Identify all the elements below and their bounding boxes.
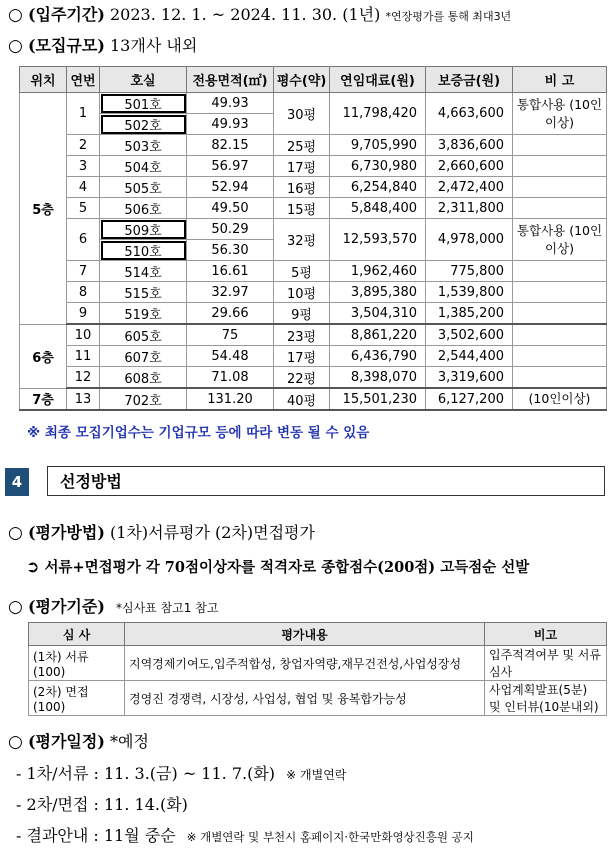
- room-rent: 15,501,230: [330, 388, 426, 410]
- criteria-label: (평가기준): [27, 597, 105, 616]
- room-deposit: 2,311,800: [426, 198, 513, 219]
- room-number: 608호: [100, 367, 187, 389]
- room-deposit: 3,319,600: [426, 367, 513, 389]
- room-number: 506호: [100, 198, 187, 219]
- schedule-item-text: - 2차/면접 : 11. 14.(화): [16, 795, 188, 814]
- eval-content: 경영진 경쟁력, 시장성, 사업성, 협업 및 융복합가능성: [125, 681, 485, 716]
- rooms-row: [20, 198, 607, 219]
- room-note: [513, 156, 607, 177]
- recruit-label: (모집규모): [27, 36, 105, 55]
- room-number: 514호: [100, 261, 187, 282]
- evaluation-table: [28, 622, 607, 716]
- method-label: (평가방법): [27, 523, 105, 542]
- eval-header-stage: 심 사: [29, 623, 125, 646]
- rooms-row: [20, 346, 607, 367]
- occupancy-label: (입주기간): [27, 5, 105, 24]
- rooms-row: [20, 367, 607, 389]
- rooms-header-row: [20, 67, 607, 93]
- room-note: [513, 177, 607, 198]
- eval-header-note: 비고: [485, 623, 607, 646]
- room-rent: 8,861,220: [330, 324, 426, 346]
- row-number: 12: [67, 367, 100, 389]
- floor-cell: 7층: [20, 388, 67, 410]
- room-number: 505호: [100, 177, 187, 198]
- room-pyeong: 25평: [274, 135, 330, 156]
- room-deposit: 3,836,600: [426, 135, 513, 156]
- room-note: [513, 367, 607, 389]
- room-pyeong: 16평: [274, 177, 330, 198]
- room-rent: 8,398,070: [330, 367, 426, 389]
- room-number: 519호: [100, 303, 187, 325]
- bullet-icon: ○: [8, 732, 23, 752]
- method-value: (1차)서류평가 (2차)면접평가: [110, 523, 315, 542]
- room-note: 통합사용 (10인이상): [513, 93, 607, 135]
- room-deposit: 4,663,600: [426, 93, 513, 135]
- bullet-icon: ○: [8, 597, 23, 617]
- schedule-item-extra: ※ 개별연락: [286, 768, 347, 782]
- schedule-line: [8, 729, 149, 752]
- rooms-row: [20, 282, 607, 303]
- room-number: 515호: [100, 282, 187, 303]
- rooms-row: [20, 135, 607, 156]
- rooms-header-cell: 위치: [20, 67, 67, 93]
- room-number: 509호: [100, 219, 187, 240]
- row-number: 1: [67, 93, 100, 135]
- room-note: [513, 282, 607, 303]
- room-pyeong: 5평: [274, 261, 330, 282]
- eval-content: 지역경제기여도,입주적합성, 창업자역량,재무건전성,사업성장성: [125, 646, 485, 681]
- schedule-item-text: - 결과안내 : 11월 중순: [16, 826, 176, 845]
- room-area: 49.50: [187, 198, 274, 219]
- room-deposit: 2,660,600: [426, 156, 513, 177]
- room-number: 702호: [100, 388, 187, 410]
- rooms-header-cell: 보증금(원): [426, 67, 513, 93]
- room-rent: 6,254,840: [330, 177, 426, 198]
- occupancy-note: *연장평가를 통해 최대3년: [385, 10, 512, 23]
- recruit-line: [8, 33, 197, 56]
- room-rent: 3,895,380: [330, 282, 426, 303]
- bullet-icon: ○: [8, 36, 23, 56]
- room-deposit: 2,544,400: [426, 346, 513, 367]
- rooms-row: [20, 324, 607, 346]
- eval-row: [29, 681, 607, 716]
- room-rent: 5,848,400: [330, 198, 426, 219]
- row-number: 3: [67, 156, 100, 177]
- room-note: [513, 261, 607, 282]
- room-number: 607호: [100, 346, 187, 367]
- schedule-item: [16, 761, 346, 784]
- rooms-row: [20, 303, 607, 325]
- room-number: 502호: [100, 114, 187, 135]
- rooms-header-cell: 연임대료(원): [330, 67, 426, 93]
- rooms-row: [20, 219, 607, 240]
- row-number: 8: [67, 282, 100, 303]
- rooms-row: [20, 261, 607, 282]
- room-area: 50.29: [187, 219, 274, 240]
- room-rent: 9,705,990: [330, 135, 426, 156]
- room-pyeong: 22평: [274, 367, 330, 389]
- method-line: [8, 520, 315, 543]
- recruit-value: 13개사 내외: [110, 36, 198, 55]
- row-number: 7: [67, 261, 100, 282]
- room-deposit: 4,978,000: [426, 219, 513, 261]
- room-pyeong: 23평: [274, 324, 330, 346]
- room-deposit: 1,385,200: [426, 303, 513, 325]
- occupancy-line: [8, 2, 511, 25]
- eval-stage: (2차) 면접(100): [29, 681, 125, 716]
- room-rent: 6,730,980: [330, 156, 426, 177]
- schedule-label: (평가일정): [27, 732, 105, 751]
- room-pyeong: 40평: [274, 388, 330, 410]
- row-number: 11: [67, 346, 100, 367]
- room-pyeong: 17평: [274, 156, 330, 177]
- room-area: 16.61: [187, 261, 274, 282]
- room-rent: 11,798,420: [330, 93, 426, 135]
- room-note: 통합사용 (10인이상): [513, 219, 607, 261]
- floor-cell: 6층: [20, 324, 67, 388]
- room-pyeong: 17평: [274, 346, 330, 367]
- rooms-row: [20, 93, 607, 114]
- room-number: 605호: [100, 324, 187, 346]
- room-rent: 6,436,790: [330, 346, 426, 367]
- room-area: 82.15: [187, 135, 274, 156]
- room-rent: 12,593,570: [330, 219, 426, 261]
- room-area: 29.66: [187, 303, 274, 325]
- criteria-note: *심사표 참고1 참고: [116, 601, 219, 615]
- room-deposit: 3,502,600: [426, 324, 513, 346]
- criteria-line: [8, 594, 218, 617]
- row-number: 4: [67, 177, 100, 198]
- room-pyeong: 32평: [274, 219, 330, 261]
- schedule-item-extra: ※ 개별연락 및 부천시 홈페이지·한국만화영상진흥원 공지: [186, 830, 474, 844]
- bullet-icon: ○: [8, 5, 23, 25]
- eval-note: 입주적격여부 및 서류심사: [485, 646, 607, 681]
- room-area: 32.97: [187, 282, 274, 303]
- rooms-header-cell: 호실: [100, 67, 187, 93]
- room-number: 503호: [100, 135, 187, 156]
- rooms-table: [19, 66, 607, 411]
- room-deposit: 775,800: [426, 261, 513, 282]
- room-number: 510호: [100, 240, 187, 261]
- room-area: 49.93: [187, 114, 274, 135]
- schedule-item-text: - 1차/서류 : 11. 3.(금) ~ 11. 7.(화): [16, 764, 276, 783]
- eval-stage: (1차) 서류(100): [29, 646, 125, 681]
- room-rent: 1,962,460: [330, 261, 426, 282]
- eval-row: [29, 646, 607, 681]
- row-number: 2: [67, 135, 100, 156]
- rooms-header-cell: 평수(약): [274, 67, 330, 93]
- room-deposit: 2,472,400: [426, 177, 513, 198]
- rooms-row: [20, 388, 607, 410]
- method-detail-line: [26, 556, 529, 577]
- rooms-row: [20, 156, 607, 177]
- rooms-header-cell: 연번: [67, 67, 100, 93]
- room-note: [513, 198, 607, 219]
- floor-cell: 5층: [20, 93, 67, 325]
- room-note: [513, 346, 607, 367]
- room-deposit: 1,539,800: [426, 282, 513, 303]
- arrow-icon: ➲: [26, 557, 40, 576]
- eval-header-row: [29, 623, 607, 646]
- section-title: 선정방법: [47, 466, 605, 496]
- room-area: 56.97: [187, 156, 274, 177]
- room-note: [513, 135, 607, 156]
- room-deposit: 6,127,200: [426, 388, 513, 410]
- room-note: (10인이상): [513, 388, 607, 410]
- room-area: 54.48: [187, 346, 274, 367]
- final-note: ※ 최종 모집기업수는 기업규모 등에 따라 변동 될 수 있음: [27, 425, 370, 441]
- room-number: 501호: [100, 93, 187, 114]
- bullet-icon: ○: [8, 523, 23, 543]
- eval-header-content: 평가내용: [125, 623, 485, 646]
- room-note: [513, 303, 607, 325]
- room-area: 56.30: [187, 240, 274, 261]
- room-area: 71.08: [187, 367, 274, 389]
- row-number: 13: [67, 388, 100, 410]
- occupancy-value: 2023. 12. 1. ~ 2024. 11. 30. (1년): [110, 5, 381, 24]
- row-number: 9: [67, 303, 100, 325]
- room-area: 75: [187, 324, 274, 346]
- rooms-row: [20, 177, 607, 198]
- room-rent: 3,504,310: [330, 303, 426, 325]
- room-pyeong: 30평: [274, 93, 330, 135]
- schedule-item: [16, 792, 188, 815]
- room-pyeong: 15평: [274, 198, 330, 219]
- section-number: 4: [5, 468, 29, 496]
- eval-note: 사업계획발표(5분) 및 인터뷰(10분내외): [485, 681, 607, 716]
- room-area: 52.94: [187, 177, 274, 198]
- row-number: 5: [67, 198, 100, 219]
- schedule-note: *예정: [110, 732, 149, 751]
- room-note: [513, 324, 607, 346]
- room-area: 49.93: [187, 93, 274, 114]
- room-pyeong: 10평: [274, 282, 330, 303]
- rooms-header-cell: 비 고: [513, 67, 607, 93]
- room-pyeong: 9평: [274, 303, 330, 325]
- room-number: 504호: [100, 156, 187, 177]
- row-number: 6: [67, 219, 100, 261]
- schedule-item: [16, 823, 474, 846]
- row-number: 10: [67, 324, 100, 346]
- room-area: 131.20: [187, 388, 274, 410]
- rooms-header-cell: 전용면적(㎡): [187, 67, 274, 93]
- method-detail: 서류+면접평가 각 70점이상자를 적격자로 종합점수(200점) 고득점순 선발: [44, 559, 530, 576]
